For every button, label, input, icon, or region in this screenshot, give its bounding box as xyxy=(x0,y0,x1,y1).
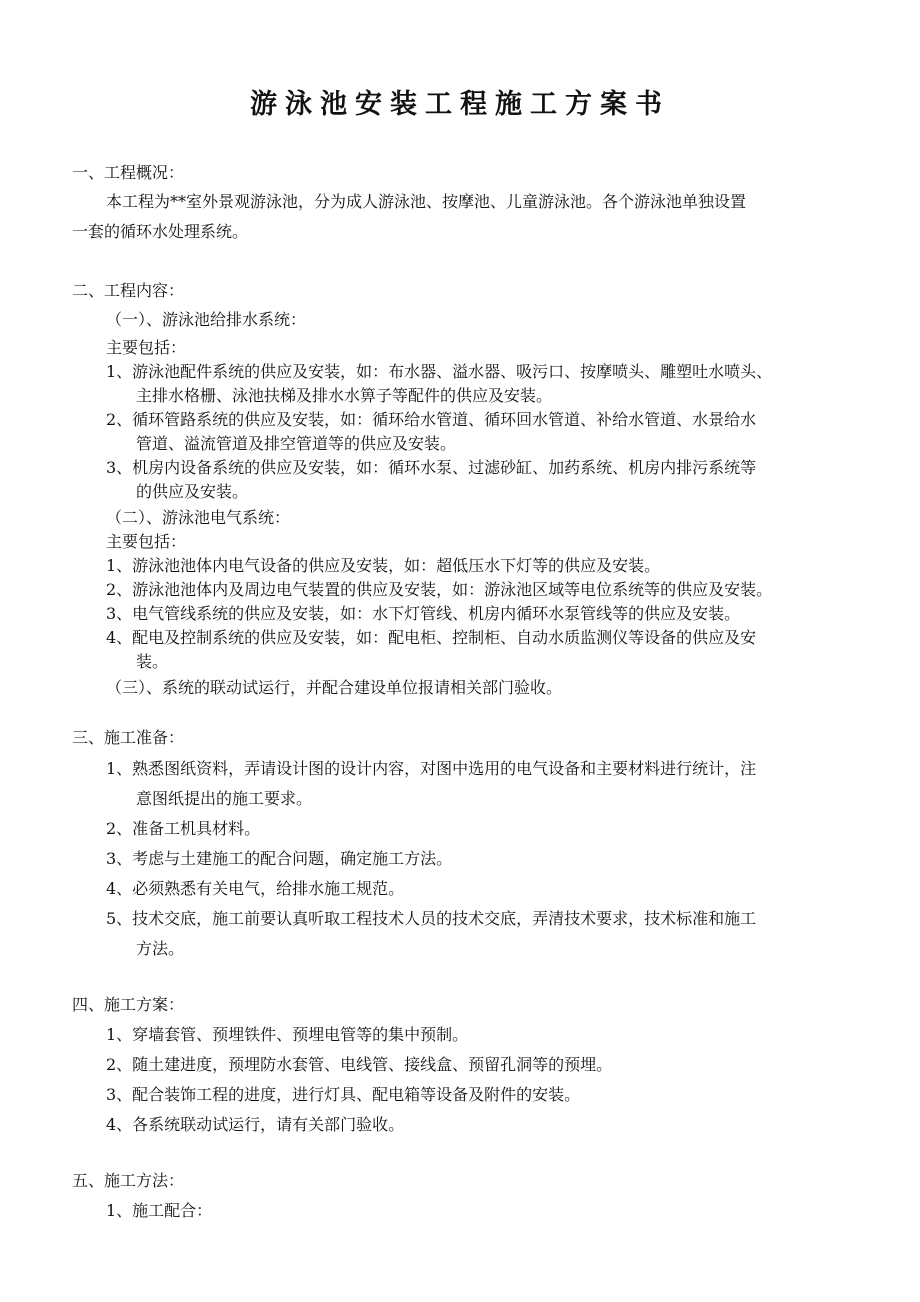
list-item: 3、机房内设备系统的供应及安装，如：循环水泵、过滤砂缸、加药系统、机房内排污系统等 xyxy=(106,458,757,477)
list-item: 1、游泳池池体内电气设备的供应及安装，如：超低压水下灯等的供应及安装。 xyxy=(106,556,661,575)
list-item: 3、电气管线系统的供应及安装，如：水下灯管线、机房内循环水泵管线等的供应及安装。 xyxy=(106,604,741,623)
list-item: 4、配电及控制系统的供应及安装，如：配电柜、控制柜、自动水质监测仪等设备的供应及安 xyxy=(106,628,757,647)
section-2-part-2-intro: 主要包括： xyxy=(106,532,187,551)
section-4-heading: 四、施工方案： xyxy=(72,995,185,1014)
list-item: 4、必须熟悉有关电气，给排水施工规范。 xyxy=(106,879,405,898)
document-title: 游泳池安装工程施工方案书 xyxy=(250,89,670,120)
section-2-part-3: （三）、系统的联动试运行，并配合建设单位报请相关部门验收。 xyxy=(106,678,563,697)
section-3-heading: 三、施工准备： xyxy=(72,728,185,747)
section-1-body-line-2: 一套的循环水处理系统。 xyxy=(72,222,249,241)
list-item-continuation: 管道、溢流管道及排空管道等的供应及安装。 xyxy=(136,434,457,453)
list-item: 1、施工配合： xyxy=(106,1201,213,1220)
list-item-continuation: 的供应及安装。 xyxy=(136,482,249,501)
list-item: 2、随土建进度，预埋防水套管、电线管、接线盒、预留孔洞等的预埋。 xyxy=(106,1055,613,1074)
list-item: 3、配合装饰工程的进度，进行灯具、配电箱等设备及附件的安装。 xyxy=(106,1085,581,1104)
section-5-heading: 五、施工方法： xyxy=(72,1171,185,1190)
list-item-continuation: 装。 xyxy=(136,652,169,671)
section-2-part-1-title: （一）、游泳池给排水系统： xyxy=(106,310,307,329)
list-item: 5、技术交底，施工前要认真听取工程技术人员的技术交底，弄清技术要求，技术标准和施工 xyxy=(106,909,757,928)
list-item-continuation: 意图纸提出的施工要求。 xyxy=(136,789,313,808)
section-2-part-2-title: （二）、游泳池电气系统： xyxy=(106,508,291,527)
list-item: 2、准备工机具材料。 xyxy=(106,819,261,838)
list-item: 2、游泳池池体内及周边电气装置的供应及安装，如：游泳池区域等电位系统等的供应及安装。 xyxy=(106,580,773,599)
list-item: 4、各系统联动试运行，请有关部门验收。 xyxy=(106,1115,405,1134)
section-1-body-line-1: 本工程为**室外景观游泳池，分为成人游泳池、按摩池、儿童游泳池。各个游泳池单独设置 xyxy=(106,192,747,211)
section-2-part-1-intro: 主要包括： xyxy=(106,338,187,357)
list-item: 2、循环管路系统的供应及安装，如：循环给水管道、循环回水管道、补给水管道、水景给水 xyxy=(106,410,757,429)
list-item: 1、游泳池配件系统的供应及安装，如：布水器、溢水器、吸污口、按摩喷头、雕塑吐水喷头、 xyxy=(106,362,773,381)
section-2-heading: 二、工程内容： xyxy=(72,281,185,300)
list-item: 1、熟悉图纸资料，弄请设计图的设计内容，对图中选用的电气设备和主要材料进行统计，注 xyxy=(106,759,757,778)
list-item: 1、穿墙套管、预埋铁件、预埋电管等的集中预制。 xyxy=(106,1025,469,1044)
section-1-heading: 一、工程概况： xyxy=(72,163,185,182)
list-item: 3、考虑与土建施工的配合问题，确定施工方法。 xyxy=(106,849,453,868)
list-item-continuation: 主排水格栅、泳池扶梯及排水水箅子等配件的供应及安装。 xyxy=(136,386,553,405)
list-item-continuation: 方法。 xyxy=(136,939,185,958)
